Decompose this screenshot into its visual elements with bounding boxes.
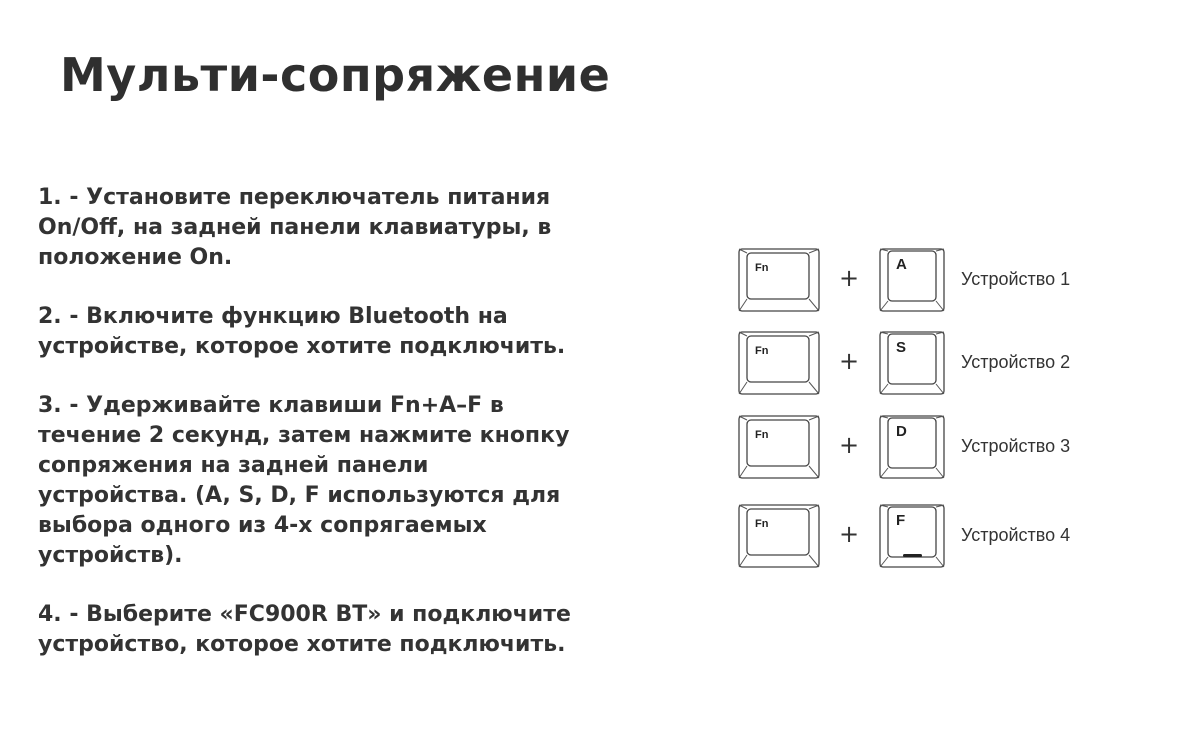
combo-row-device-3 (736, 415, 1136, 479)
fn-key-label: Fn (755, 429, 769, 441)
home-row-bump-icon (903, 554, 922, 557)
fn-key-label: Fn (755, 262, 769, 274)
plus-sign: + (839, 520, 860, 548)
device-label-2: Устройство 2 (961, 352, 1071, 372)
page-title: Мульти-сопряжение (60, 48, 611, 102)
combo-row-device-4 (736, 504, 1136, 568)
letter-key-label: A (896, 256, 907, 273)
letter-keycap-f (879, 504, 945, 568)
device-label-1: Устройство 1 (961, 269, 1071, 289)
fn-keycap (738, 504, 820, 568)
fn-keycap (738, 331, 820, 395)
plus-sign: + (839, 347, 860, 375)
step-4: 4. - Выберите «FC900R BT» и подключите устройство, которое хотите подключить. (38, 602, 571, 657)
step-1: 1. - Установите переключатель питания On/Off, на задней панели клавиатуры, в положение On. (38, 185, 552, 270)
plus-sign: + (839, 264, 860, 292)
letter-key-label: F (896, 512, 906, 529)
step-3: 3. - Удерживайте клавиши Fn+A–F в течение 2 секунд, затем нажмите кнопку сопряжения на задней панели устройства. (A, S, D, F используются для выбора одного из 4-х сопрягаемых устройств). (38, 393, 570, 568)
letter-key-label: D (896, 423, 907, 440)
fn-keycap (738, 415, 820, 479)
combo-row-device-2 (736, 331, 1136, 395)
step-2: 2. - Включите функцию Bluetooth на устройстве, которое хотите подключить. (38, 304, 566, 359)
fn-keycap (738, 248, 820, 312)
letter-keycap-a (879, 248, 945, 312)
device-label-4: Устройство 4 (961, 525, 1071, 545)
fn-key-label: Fn (755, 518, 769, 530)
letter-key-label: S (896, 339, 907, 356)
key-combination-diagram (736, 248, 1136, 578)
device-label-3: Устройство 3 (961, 436, 1071, 456)
fn-key-label: Fn (755, 345, 769, 357)
plus-sign: + (839, 431, 860, 459)
letter-keycap-s (879, 331, 945, 395)
instruction-steps (38, 183, 598, 689)
letter-keycap-d (879, 415, 945, 479)
combo-row-device-1 (736, 248, 1136, 312)
